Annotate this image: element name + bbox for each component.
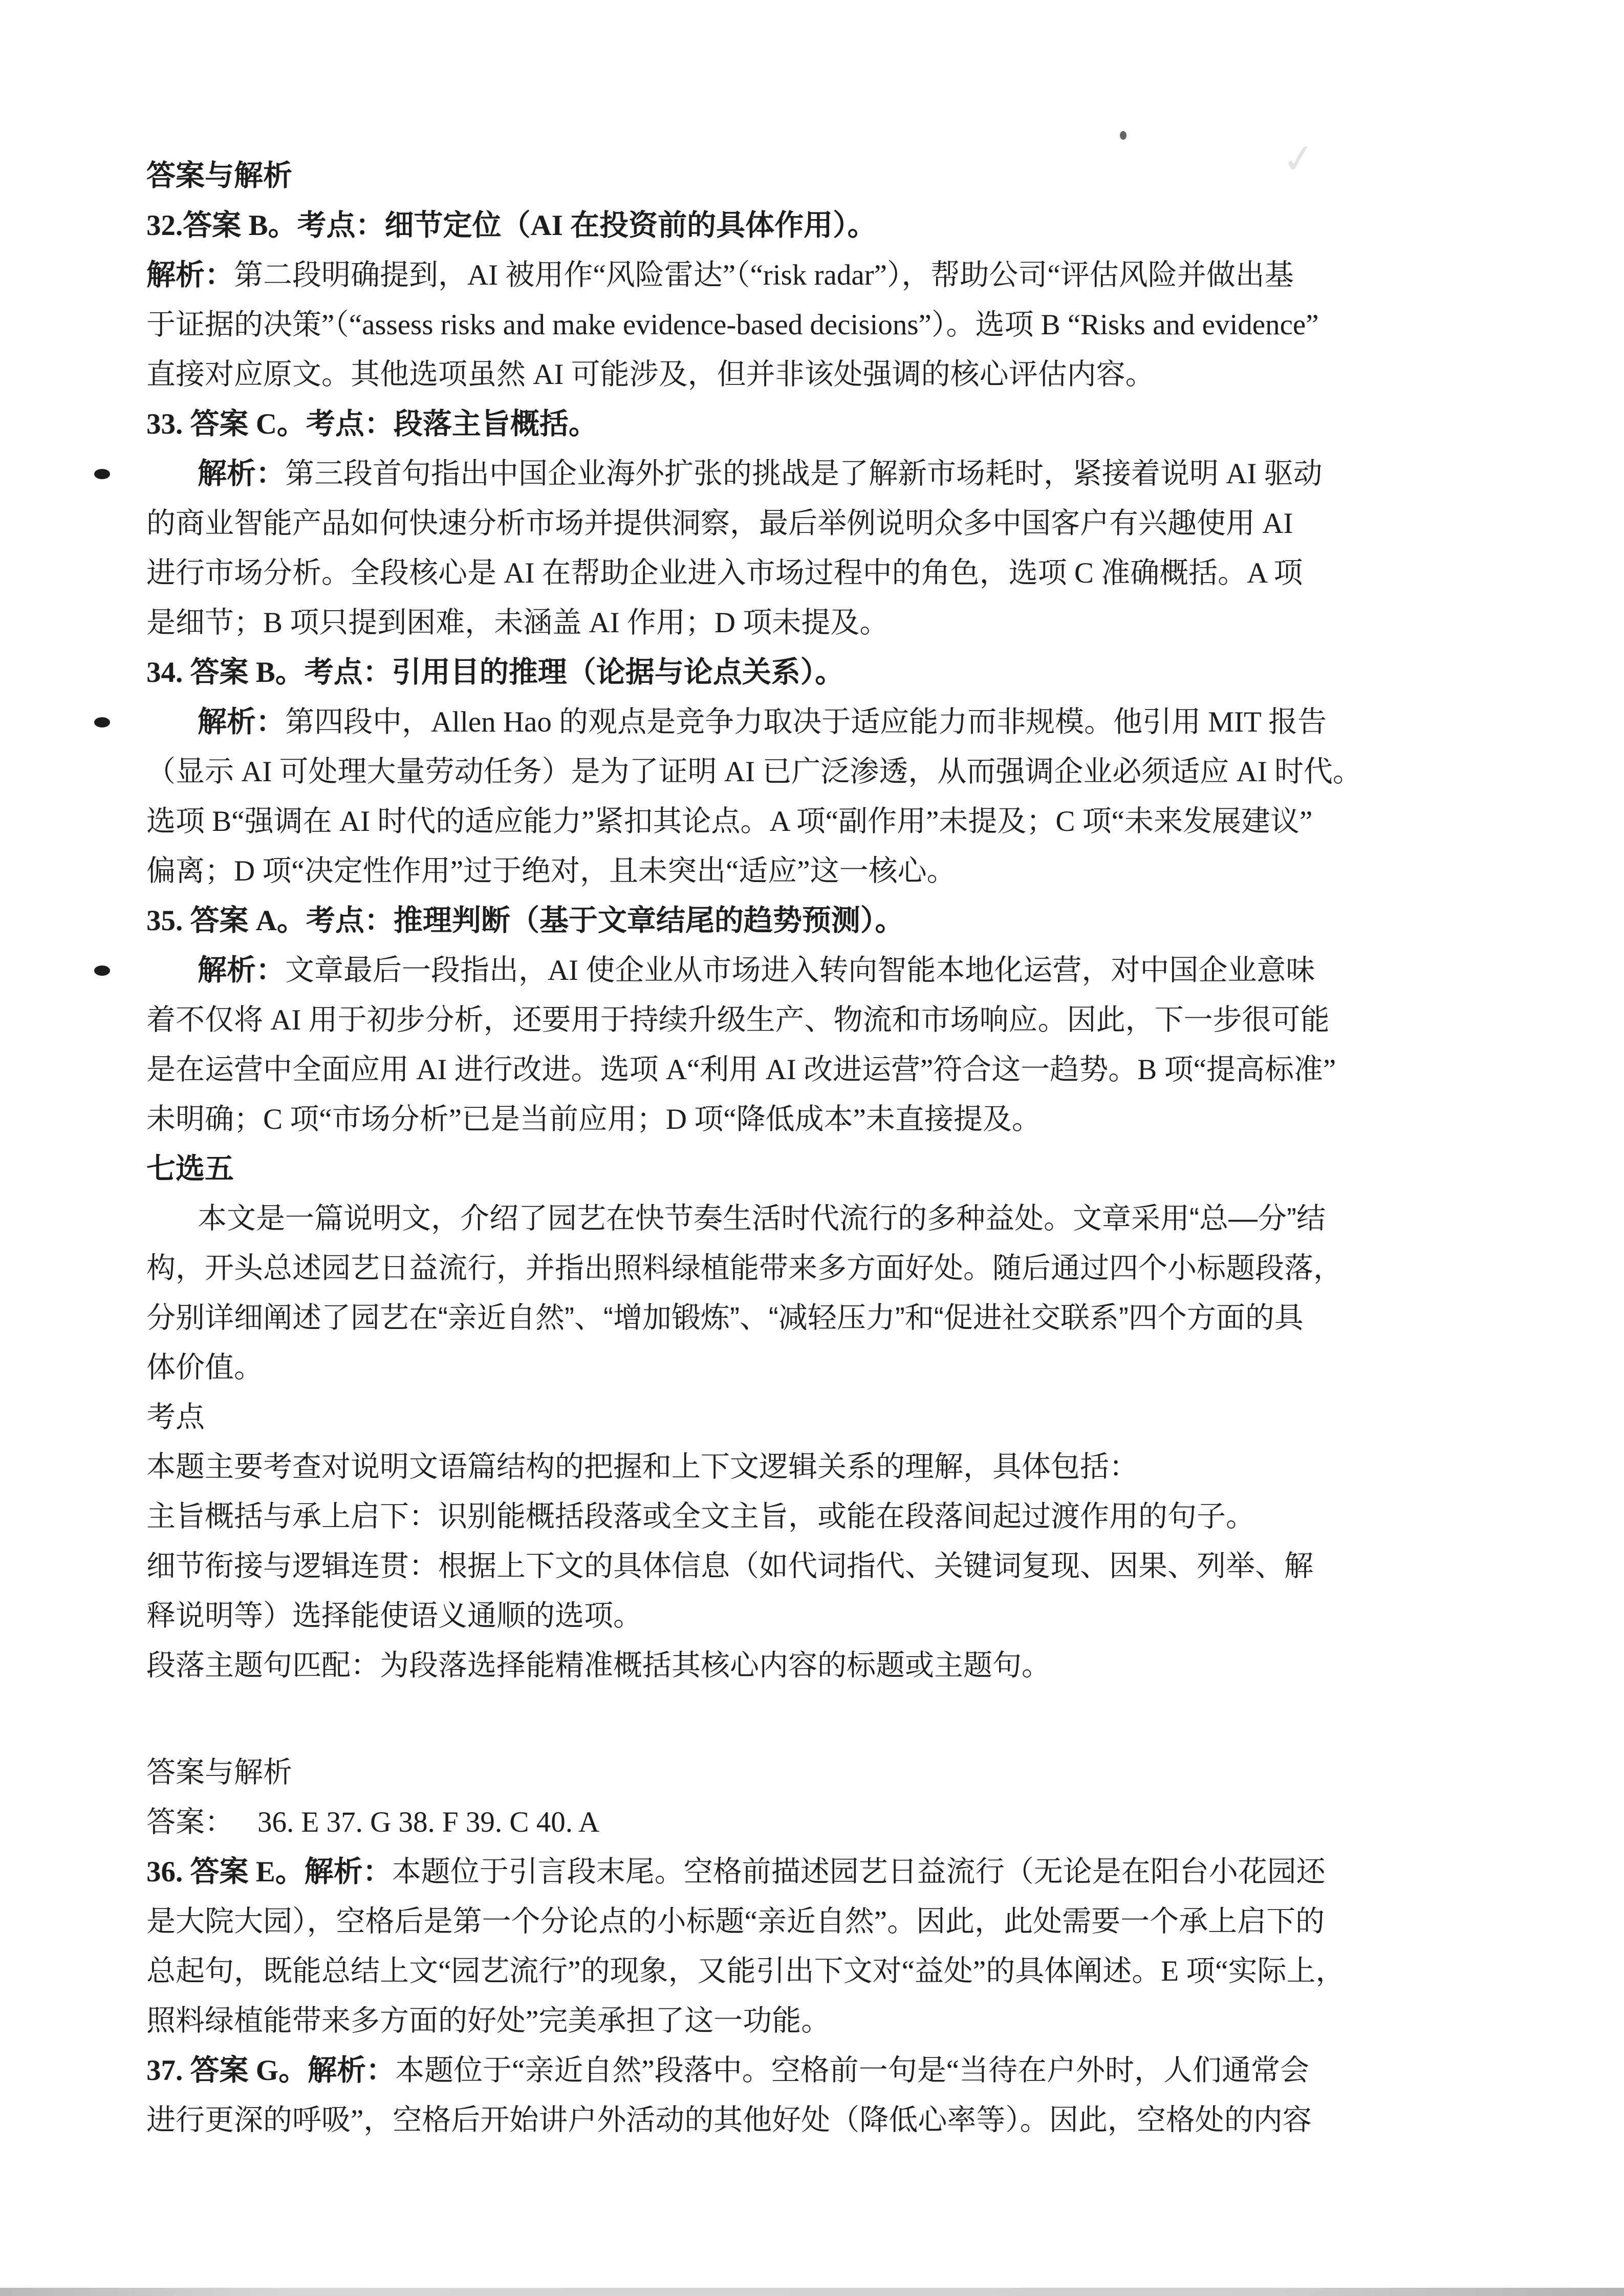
text-line: 偏离；D 项“决定性作用”过于绝对，且未突出“适应”这一核心。 [146,855,956,887]
text-line: 进行更深的呼吸”，空格后开始讲户外活动的其他好处（降低心率等）。因此，空格处的内容 [146,2104,1312,2136]
text-line: （显示 AI 可处理大量劳动任务）是为了证明 AI 已广泛渗透，从而强调企业必须适应 AI 时代。 [146,756,1362,788]
text-line: 于证据的决策”（“assess risks and make evidence-based decisions”）。选项 B “Risks and evidence” [146,309,1319,341]
text-line: 的商业智能产品如何快速分析市场并提供洞察，最后举例说明众多中国客户有兴趣使用 AI [146,507,1293,540]
text-line: 体价值。 [146,1351,263,1384]
gap-fill-explanations [146,1847,1518,2145]
question-35-analysis: 解析：文章最后一段指出，AI 使企业从市场进入转向智能本地化运营，对中国企业意味 [146,946,1518,995]
text-line: 分别详细阐述了园艺在“亲近自然”、“增加锻炼”、“减轻压力”和“促进社交联系”四个方面的具 [146,1301,1304,1334]
list-bullet-icon [94,469,110,479]
section-heading-reading: 答案与解析 [146,160,292,192]
text-line: 未明确；C 项“市场分析”已是当前应用；D 项“降低成本”未直接提及。 [146,1103,1041,1135]
text-line: 构，开头总述园艺日益流行，并指出照料绿植能带来多方面好处。随后通过四个小标题段落， [146,1252,1342,1284]
text-line: 照料绿植能带来多方面的好处”完美承担了这一功能。 [146,2005,831,2037]
seven-choose-five-overview [146,1144,1518,1690]
text-line: 总起句，既能总结上文“园艺流行”的现象，又能引出下文对“益处”的具体阐述。E 项“实际上， [146,1955,1345,1987]
text-line: 是大院大园），空格后是第一个分论点的小标题“亲近自然”。因此，此处需要一个承上启下的 [146,1905,1325,1938]
text-line: 是细节；B 项只提到困难，未涵盖 AI 作用；D 项未提及。 [146,607,889,639]
reading-comprehension-answers [146,151,1518,1144]
list-bullet-icon [94,717,110,727]
list-bullet-icon [94,965,110,976]
text-line: 直接对应原文。其他选项虽然 AI 可能涉及，但并非该处强调的核心评估内容。 [146,358,1155,391]
text-line: 是在运营中全面应用 AI 进行改进。选项 A“利用 AI 改进运营”符合这一趋势。B 项“提高标准” [146,1054,1336,1086]
gap-fill-answer-key [146,1748,1518,1847]
question-32-analysis: 解析：第二段明确提到，AI 被用作“风险雷达”（“risk radar”），帮助公司“评估风险并做出基 [146,259,1294,291]
text-line: 段落主题句匹配：为段落选择能精准概括其核心内容的标题或主题句。 [146,1649,1051,1682]
text-line: 进行市场分析。全段核心是 AI 在帮助企业进入市场过程中的角色，选项 C 准确概括。A 项 [146,557,1303,589]
scan-edge-shadow [0,2288,1624,2296]
scan-checkmark-artifact: ✓ [1280,135,1318,183]
question-35-answer: 35. 答案 A。考点：推理判断（基于文章结尾的趋势预测）。 [146,905,904,937]
question-34-analysis: 解析：第四段中，Allen Hao 的观点是竞争力取决于适应能力而非规模。他引用 MIT 报告 [146,697,1518,747]
text-line: 释说明等）选择能使语义通顺的选项。 [146,1599,642,1632]
text-line: 本题主要考查对说明文语篇结构的把握和上下文逻辑关系的理解，具体包括： [146,1450,1138,1483]
subheading-exam-points: 考点 [146,1401,205,1433]
scan-ink-dot-artifact [1120,131,1127,140]
text-line: 着不仅将 AI 用于初步分析，还要用于持续升级生产、物流和市场响应。因此，下一步很可能 [146,1004,1330,1036]
answer-key-line: 答案： 36. E 37. G 38. F 39. C 40. A [146,1806,600,1838]
passage-summary: 本文是一篇说明文，介绍了园艺在快节奏生活时代流行的多种益处。文章采用“总—分”结 [198,1202,1326,1235]
text-line: 主旨概括与承上启下：识别能概括段落或全文主旨，或能在段落间起过渡作用的句子。 [146,1500,1255,1533]
question-33-answer: 33. 答案 C。考点：段落主旨概括。 [146,408,598,440]
answer-sheet-content [146,151,1518,2145]
section-heading-seven-choose-five: 七选五 [146,1152,234,1185]
question-37-explanation: 37. 答案 G。解析：本题位于“亲近自然”段落中。空格前一句是“当待在户外时，人们通常会 [146,2054,1309,2087]
question-32-answer: 32.答案 B。考点：细节定位（AI 在投资前的具体作用）。 [146,209,877,242]
question-33-analysis: 解析：第三段首句指出中国企业海外扩张的挑战是了解新市场耗时，紧接着说明 AI 驱动 [146,449,1518,499]
section-heading-gap-fill: 答案与解析 [146,1756,292,1789]
question-36-explanation: 36. 答案 E。解析：本题位于引言段末尾。空格前描述园艺日益流行（无论是在阳台小花园还 [146,1856,1326,1888]
text-line: 选项 B“强调在 AI 时代的适应能力”紧扣其论点。A 项“副作用”未提及；C 项“未来发展建议” [146,805,1313,838]
question-34-answer: 34. 答案 B。考点：引用目的推理（论据与论点关系）。 [146,656,845,689]
text-line: 细节衔接与逻辑连贯：根据上下文的具体信息（如代词指代、关键词复现、因果、列举、解 [146,1550,1313,1582]
